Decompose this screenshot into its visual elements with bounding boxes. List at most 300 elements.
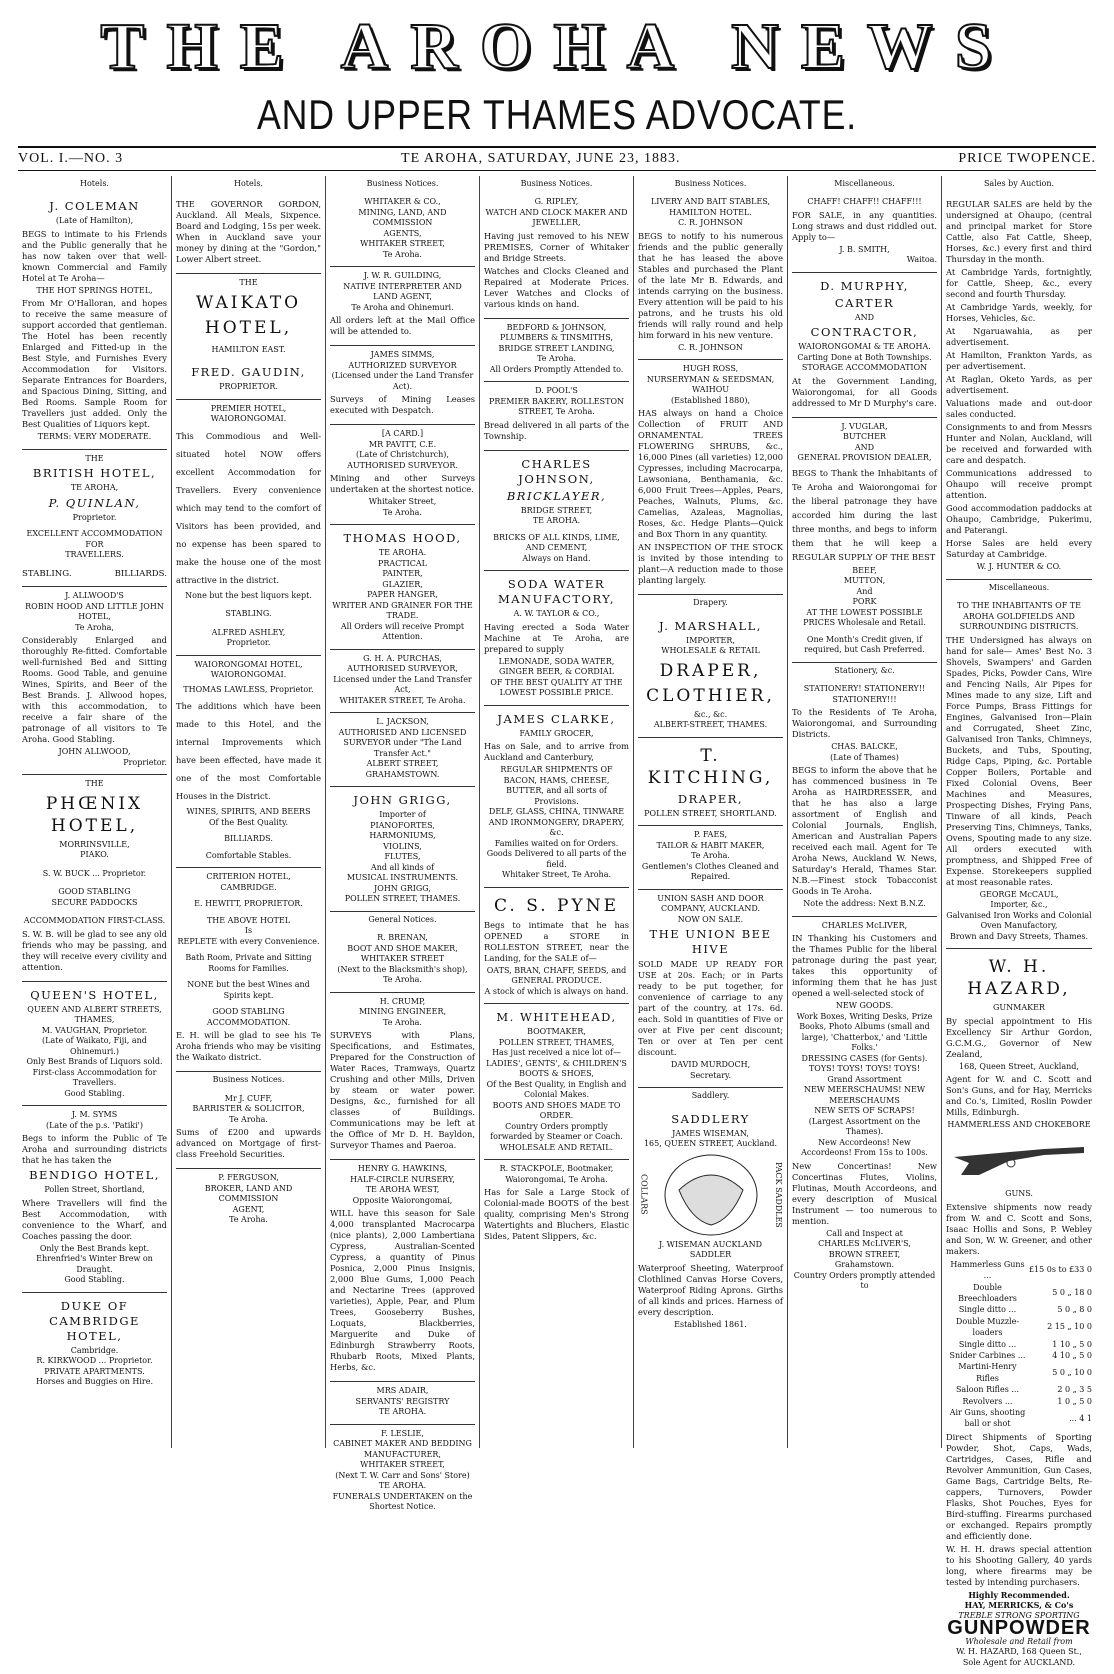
ad-body: BEGS to Thank the Inhabitants of Te Aroha and Waiorongomai for the liberal patronage they have accorded him during the last three months, and begs to inform them that he will keep a REGULAR SUPPLY OF THE BEST <box>792 467 937 562</box>
ad-line: CABINET MAKER AND BEDDING MANUFACTURER, <box>333 1439 472 1459</box>
ad-line: THE ABOVE HOTEL <box>206 915 291 925</box>
ad-line: FOR <box>85 539 104 549</box>
ad-pool-bakery <box>484 382 629 451</box>
ad-line: Importer, &c., <box>990 900 1048 910</box>
price-item: Revolvers ... <box>962 1396 1013 1406</box>
ad-name: PHŒNIX HOTEL, <box>45 793 144 836</box>
ad-line: CARTER <box>834 295 895 310</box>
price-row <box>946 1361 1092 1384</box>
column-3 <box>326 176 480 1512</box>
ad-faes <box>638 826 783 890</box>
ad-duke-of-cambridge <box>22 1293 167 1394</box>
ad-line: Carting Done at Both Townships. <box>797 352 932 362</box>
ad-line: Waitoa. <box>906 255 937 265</box>
ad-body: To the Residents of Te Aroha, Waiorongomai, and Surrounding Districts. <box>792 707 937 740</box>
ad-line: Work Boxes, Writing Desks, Prize Books, Photo Albums (small and large), 'Chatterbox,' and 'Little Folks.' <box>796 1011 933 1053</box>
ad-line: PORK <box>852 597 877 607</box>
ad-line: STABLING. <box>225 609 272 619</box>
section-heading: Hotels. <box>234 179 263 188</box>
ad-body: E. H. will be glad to see his Te Aroha friends who may be visiting the Waikato district. <box>176 1030 321 1063</box>
ad-name: STATIONERY! STATIONERY!! STATIONERY!!! <box>803 684 926 704</box>
ad-name: R. STACKPOLE, Bootmaker, Waiorongomai, Te Aroha. <box>499 1164 614 1184</box>
price-value: £15 0s to £33 0 <box>1028 1265 1092 1275</box>
ad-line: LEMONADE, SODA WATER, GINGER BEER, & CORDIAL <box>498 656 615 677</box>
ad-line: POLLEN STREET, THAMES. <box>344 894 461 904</box>
ad-murphy <box>792 273 937 418</box>
ad-name: CHARLES McLIVER, <box>821 920 908 930</box>
ad-name: L. JACKSON, <box>376 717 429 727</box>
ad-body: Good accommodation paddocks at Ohaupo, Cambridge, Pukerimu, and Paterangi. <box>946 503 1092 536</box>
ad-line: THE <box>239 278 258 288</box>
ad-line: GEORGE McCAUL, <box>979 889 1059 899</box>
section-heading: General Notices. <box>368 914 437 924</box>
issue-date: TE AROHA, SATURDAY, JUNE 23, 1883. <box>401 151 681 166</box>
ad-line: BUTCHER <box>843 432 886 442</box>
ad-line: A stock of which is always on hand. <box>484 986 629 996</box>
ad-line: Sole Agent for AUCKLAND. <box>962 1657 1076 1667</box>
price-row <box>946 1339 1092 1350</box>
ad-governor-gordon <box>176 193 321 274</box>
ad-body: Agent for W. and C. Scott and Son's Guns, and for Hay, Merricks and Co.'s, Limited, Roslin Powder Mills, Edinburgh. <box>946 1074 1092 1118</box>
ad-body: Where Travellers will find the Best Accommodation, with convenience to the Wharf, and Coaches passing the door. <box>22 1197 167 1241</box>
ad-line: DRAPER, <box>677 791 744 806</box>
price-row <box>946 1407 1092 1430</box>
ad-john-grigg <box>330 787 475 912</box>
price-row <box>946 1384 1092 1395</box>
ad-british-hotel <box>22 450 167 587</box>
ad-name: TO THE INHABITANTS OF TE AROHA GOLDFIELDS AND SURROUNDING DISTRICTS. <box>957 601 1081 632</box>
ad-line: R. KIRKWOOD ... Proprietor. <box>36 1356 153 1366</box>
ad-line: NEW MEERSCHAUMS! NEW MEERSCHAUMS <box>803 1085 926 1105</box>
ad-line: Te Aroha. <box>691 851 730 861</box>
ad-line: Te Aroha. <box>383 249 422 259</box>
ad-line: THOMAS LAWLESS, Proprietor. <box>183 684 314 694</box>
ad-name: JOHN GRIGG, <box>353 793 452 808</box>
ad-line: First-class Accommodation for Travellers. <box>32 1067 157 1088</box>
ad-body: Communications addressed to Ohaupo will receive prompt attention. <box>946 468 1092 501</box>
ad-line: Good Stabling. <box>64 1275 125 1285</box>
ad-line: Call and Inspect at <box>826 1228 903 1238</box>
ad-line: BOOTS AND SHOES MADE TO ORDER. <box>492 1100 621 1121</box>
ad-body: Mining and other Surveys undertaken at the shortest notice. <box>330 473 475 495</box>
ad-whitehead <box>484 1004 629 1160</box>
ad-name: F. LESLIE, <box>381 1428 424 1438</box>
ad-name: QUEEN'S HOTEL, <box>30 987 159 1002</box>
ad-name: W. H. HAZARD, <box>967 957 1071 1000</box>
ad-body: Has for Sale a Large Stock of Colonial-made BOOTS of the best quality, comprising Men's Strong Watertights and Bluchers, Elastic Sides, Patent Slippers, &c. <box>484 1187 629 1242</box>
ad-body: New Concertinas! New Concertinas Flutes, Violins, Flutinas, Mouth Accordeons, and every description of Musical Instrument — too numerous to mention. <box>792 1160 937 1226</box>
ad-mcliver <box>792 917 937 1298</box>
ad-line: Comfortable Stables. <box>205 850 292 860</box>
ad-line: Always on Hand. <box>522 553 591 563</box>
price-item: Single ditto ... <box>958 1339 1017 1349</box>
ad-livery-stables <box>638 193 783 360</box>
ad-line: Of the Best Quality. <box>209 817 288 827</box>
ad-line: AGENT, <box>232 1204 265 1214</box>
ad-guilding <box>330 267 475 346</box>
ad-line: THE HOT SPRINGS HOTEL, <box>36 285 153 295</box>
ad-line: MINING ENGINEER, <box>358 1007 447 1017</box>
ad-line: Te Aroha, <box>75 622 114 632</box>
ad-james-clarke <box>484 706 629 888</box>
ad-line: TOYS! TOYS! TOYS! TOYS! <box>808 1064 921 1074</box>
ad-crump <box>330 993 475 1161</box>
ad-line: Proprietor. <box>123 757 167 767</box>
ad-line: Is <box>244 926 253 936</box>
ad-line: Country Orders promptly forwarded by Steamer or Coach. <box>490 1121 623 1142</box>
ad-line: BROKER, LAND AND COMMISSION <box>204 1183 293 1204</box>
ad-name: T. KITCHING, <box>647 745 774 788</box>
ad-line: DELF, GLASS, CHINA, TINWARE AND IRONMONGERY, DRAPERY, &c. <box>488 807 625 838</box>
ad-line: TE AROHA. <box>378 1407 427 1417</box>
ad-brenan <box>330 929 475 993</box>
newspaper-subtitle: AND UPPER THAMES ADVOCATE. <box>256 91 858 138</box>
ad-name: JAMES CLARKE, <box>497 711 616 726</box>
ad-line: (Late of Christchurch), <box>356 450 449 460</box>
ad-simms <box>330 346 475 425</box>
ad-line: BRIDGE STREET, <box>520 505 593 515</box>
ad-name: J. W. R. GUILDING, <box>363 271 442 281</box>
ad-line: FLUTES, <box>384 852 421 862</box>
ad-line: (Next T. W. Carr and Sons' Store) <box>335 1470 470 1480</box>
ad-hugh-ross <box>638 360 783 595</box>
ad-name: Mr J. CUFF, <box>224 1093 273 1103</box>
ad-balcke <box>792 680 937 917</box>
ad-line: (Licensed under the Land Transfer Act). <box>331 371 474 391</box>
ad-line: PACK SADDLES <box>774 1161 783 1228</box>
ad-line: SERVANTS' REGISTRY <box>355 1396 450 1406</box>
ad-line: JOHN ALLWOOD, <box>58 747 131 757</box>
price-value: 5 0 „ 8 0 <box>1057 1305 1092 1315</box>
ad-line: COLLARS <box>639 1174 649 1216</box>
ad-line: PROPRIETOR. <box>219 382 278 392</box>
ad-line: Cambridge. <box>70 1345 119 1355</box>
ad-line: THE UNION BEE HIVE <box>649 927 772 957</box>
ad-name: WAIKATO <box>195 292 302 313</box>
ad-body: W. H. H. draws special attention to his Shooting Gallery, 40 yards long, where firearms may be tested by intending purchasers. <box>946 1543 1092 1587</box>
ad-body: This Commodious and Well-situated hotel NOW offers excellent Accommodation for Travellers. Every convenience which may tend to the comfort of Visitors has been provided, and no expense has been spared to make the house one of the most attractive in the district. <box>176 430 321 585</box>
ad-name: BENDIGO HOTEL, <box>29 1168 160 1183</box>
ad-line: TREBLE STRONG SPORTING <box>958 1610 1080 1620</box>
ad-line: Highly Recommended. <box>968 1589 1070 1600</box>
column-1 <box>18 176 172 1448</box>
ad-line: (Late of the p.s. 'Patiki') <box>45 1120 143 1130</box>
ad-body: THE GOVERNOR GORDON, Auckland. All Meals, Sixpence. Board and Lodging, 15s per week. When in Auckland save your money by dining at the "Gordon," Lower Albert street. <box>176 199 321 265</box>
ad-line: P. QUINLAN, <box>48 495 141 510</box>
ad-thomas-hood <box>330 525 475 650</box>
ad-body: Waterproof Sheeting, Waterproof Clothlined Canvas Horse Covers, Waterproof Riding Aprons. Girths of all kinds and prices. Harness of every description. <box>638 1262 783 1317</box>
ad-line: CONTRACTOR, <box>810 325 919 340</box>
ad-line: AGENTS, <box>383 228 422 238</box>
ad-line: A. W. TAYLOR & CO., <box>513 609 600 619</box>
ad-line: CHAS. BALCKE, <box>831 742 898 752</box>
ad-line: HARMONIUMS, <box>369 831 436 841</box>
ad-line: Pollen Street, Shortland, <box>44 1185 145 1195</box>
ad-bedford-johnson <box>484 319 629 383</box>
ad-body: At the Government Landing, Waiorongomai, for all Goods addressed to Mr D Murphy's care. <box>792 375 937 408</box>
ad-chaff <box>792 193 937 273</box>
ad-line: (Late of Hamilton), <box>55 216 134 226</box>
ad-line: Brown and Davy Streets, Thames. <box>949 931 1089 941</box>
ad-line: (Late of Thames) <box>830 752 899 762</box>
ad-line: PRACTICAL <box>377 558 427 568</box>
ad-criterion-hotel <box>176 868 321 1072</box>
ad-line: WHITAKER STREET, Te Aroha. <box>339 695 466 705</box>
ad-line: Bath Room, Private and Sitting Rooms for Families. <box>185 953 312 973</box>
ad-body: Begs to intimate that he has OPENED a STORE in ROLLESTON STREET, near the Landing, for the SALE of— <box>484 919 629 963</box>
ad-waikato-hotel <box>176 274 321 400</box>
ad-line: TRAVELLERS. <box>65 550 124 560</box>
ad-line: Proprietor. <box>72 512 117 522</box>
ad-line: Grand Assortment <box>827 1074 902 1084</box>
ad-line: Galvanised Iron Works and Colonial Oven Manufactory, <box>946 910 1092 931</box>
ad-leslie <box>330 1425 475 1519</box>
ad-line: C. R. JOHNSON <box>678 218 743 228</box>
ad-body: Consignments to and from Messrs Hunter and Nolan, Auckland, will be received and forwarded with care and despatch. <box>946 422 1092 466</box>
ad-cuff <box>176 1090 321 1170</box>
ad-line: BROWN STREET, <box>828 1249 901 1259</box>
ad-name: J. VUGLAR, <box>841 421 888 431</box>
ad-line: Proprietor. <box>226 638 271 648</box>
ad-line: STABLING. <box>22 568 72 579</box>
ad-body: At Cambridge Yards, fortnightly, for Cattle, Sheep, &c., every second and fourth Thursday. <box>946 267 1092 300</box>
ad-line: Te Aroha. <box>383 975 422 985</box>
ad-body: Considerably Enlarged and thoroughly Re-fitted. Comfortable well-furnished Bed and Sitting Rooms. Good Table, and genuine Wines, Spirits, and Beer of the Best Brands. J. Allwood hopes, with this accommodation, to receive a fair share of the patronage of all visitors to Te Aroha. Good Stabling. <box>22 635 167 745</box>
ad-line: BILLIARDS. <box>224 834 273 844</box>
gun-icon <box>949 1135 1089 1181</box>
ad-line: Opposite Waiorongomai, <box>352 1195 453 1205</box>
ad-queens-hotel <box>22 982 167 1107</box>
price-value: 4 10 „ 5 0 <box>1052 1350 1092 1360</box>
ad-line: NONE but the best Wines and Spirits kept. <box>187 980 310 1000</box>
ad-line: All Orders will receive Prompt Attention. <box>340 621 465 642</box>
ad-line: STORAGE ACCOMMODATION <box>801 363 928 373</box>
ad-pyne <box>484 888 629 1005</box>
ad-hawkins <box>330 1160 475 1382</box>
ad-line: J. M. SYMS <box>71 1110 118 1120</box>
section-heading: Business Notices. <box>212 1075 285 1085</box>
ad-line: Te Aroha. <box>383 507 422 517</box>
ad-line: J. ALLWOOD'S <box>65 591 124 601</box>
ad-line: CHARLES McLIVER'S, <box>818 1239 911 1249</box>
ad-name: J. COLEMAN <box>49 199 140 214</box>
ad-line: J. WISEMAN AUCKLAND SADDLER <box>658 1239 762 1260</box>
section-heading: Sales by Auction. <box>983 179 1055 188</box>
ad-name: R. BRENAN, <box>377 933 428 943</box>
ad-line: Importer of <box>379 810 426 820</box>
price-item: Double Muzzle-loaders <box>955 1316 1020 1338</box>
ad-body: Sums of £200 and upwards advanced on Mortgage of first-class Freehold Securities. <box>176 1127 321 1160</box>
ad-line: GOOD STABLING ACCOMMODATION. <box>206 1007 291 1027</box>
ad-name: THOMAS HOOD, <box>343 531 462 546</box>
ad-line: NEW GOODS. <box>835 1001 894 1011</box>
ad-body: S. W. B. will be glad to see any old friends who may be passing, and they will receive every civility and attention. <box>22 928 167 972</box>
ad-line: Established 1861. <box>674 1319 747 1329</box>
ad-line: DRESSING CASES (for Gents). <box>801 1053 928 1063</box>
ad-body: Has on Sale, and to arrive from Auckland and Canterbury, <box>484 741 629 763</box>
ad-body: THE Undersigned has always on hand for sale— Ames' Best No. 3 Shovels, Swampers' and Garden Spades, Picks, Powder Cans, Wire and Fencing Nails, Air Pipes for Mines made to any size, Lift and Force Pumps, Brass Fittings for Engines, Galvanised Iron—Plain and Corrugated, Sheet Zinc, Galvanised Iron Tanks, Chimneys, Buckets, and Tubs, Spouting, Ridge Caps, Piping, &c. Portable Copper Boilers, Portable and Fixed Colonial Ovens, Beer Machines and Measures, Prospecting Dishes, Frying Pans, Tinware of all kinds, Peach Preserving Tins, Chimneys, Tanks, Ovens, Spouting made to any size. All orders executed with promptness, and Shipped Free of Expense. Storekeepers supplied at most reasonable rates. <box>946 634 1092 887</box>
saddle-illustration <box>638 1150 783 1240</box>
ad-body: All orders left at the Mail Office will be attended to. <box>330 315 475 337</box>
ad-line: WRITER AND GRAINER FOR THE TRADE. <box>332 600 473 621</box>
ad-line: WATCH AND CLOCK MAKER AND JEWELLER, <box>485 207 628 228</box>
ad-body: WILL have this season for Sale 4,000 transplanted Macrocarpa (nice plants), 2,000 Lambertiana Cypress, Australian-Scented Cypress, a quantity of Pinus Posnica, 2,000 Pinus Insignis, 2,000 Blue Gums, 1,000 Peach and Nectarine Trees (approved varieties), Apple, Pear, and Plum Trees, Gooseberry Bushes, Loquats, Blackberries, Marguerite and Duke of Edinburgh Strawberry Roots, Rhubarb Roots, Mixed Plants, Herbs, &c. <box>330 1208 475 1373</box>
ad-line: 165, QUEEN STREET, Auckland. <box>643 1139 778 1149</box>
ad-line: PLUMBERS & TINSMITHS, <box>500 333 613 343</box>
ad-hunter-sales <box>946 193 1092 580</box>
ad-line: BARRISTER & SOLICITOR, <box>192 1104 305 1114</box>
price-row <box>946 1396 1092 1407</box>
ad-pavitt <box>330 425 475 525</box>
ad-line: (Next to the Blacksmith's shop), <box>337 964 468 974</box>
ad-line: AND <box>854 442 875 452</box>
section-heading: Miscellaneous. <box>834 179 895 188</box>
ad-line: WHITAKER STREET, <box>360 239 445 249</box>
ad-line: Grahamstown. <box>834 1260 895 1270</box>
ad-name: P. FAES, <box>693 830 728 840</box>
ad-line: IMPORTER, <box>686 635 735 645</box>
ad-body: Bread delivered in all parts of the Township. <box>484 419 629 441</box>
ad-line: HAMILTON EAST. <box>211 344 286 354</box>
price-value: 5 0 „ 18 0 <box>1052 1288 1092 1298</box>
ad-body: At Ngaruawahia, as per advertisement. <box>946 326 1092 348</box>
ad-line: BRICKS OF ALL KINDS, LIME, AND CEMENT, <box>493 532 620 553</box>
ad-line: Te Aroha and Ohinemuri. <box>351 302 454 312</box>
ad-line: Only Best Brands of Liquors sold. <box>26 1057 163 1067</box>
volume-number: VOL. I.—NO. 3 <box>18 151 124 166</box>
ad-body: Watches and Clocks Cleaned and Repaired at Moderate Prices. Lever Watches and Clocks of various kinds on hand. <box>484 265 629 309</box>
price-value: 5 0 „ 10 0 <box>1052 1368 1092 1378</box>
ad-line: AUTHORISED AND LICENSED SURVEYOR under "The Land Transfer Act." <box>338 727 467 758</box>
ad-body: The additions which have been made to this Hotel, and the internal Improvements which have been effected, have made it one of the most Comfortable Houses in the District. <box>176 701 321 802</box>
ad-body: REGULAR SALES are held by the undersigned at Ohaupo, (central and principal market for Store Cattle, also Fat Cattle, Sheep, Horses, &c.) every first and third Thursday in the month. <box>946 199 1092 265</box>
ad-line: TERMS: VERY MODERATE. <box>37 432 152 442</box>
ad-name: HUGH ROSS, <box>682 364 739 374</box>
ad-line: PIANOFORTES, <box>370 820 435 830</box>
gun-price-table <box>946 1259 1092 1430</box>
ad-body: At Raglan, Oketo Yards, as per advertisement. <box>946 374 1092 396</box>
ad-line: W. J. HUNTER & CO. <box>976 562 1062 572</box>
ad-phoenix <box>22 775 167 982</box>
ad-line: Te Aroha. <box>229 1215 268 1225</box>
ad-line: Te Aroha. <box>229 1114 268 1124</box>
ad-line: WINES, SPIRITS, AND BEERS <box>186 807 311 817</box>
gunpowder-heading: GUNPOWDER <box>947 1617 1091 1640</box>
ad-name: HOTEL, <box>204 317 293 338</box>
ad-line: New Accordeons! New Accordeons! From 15s to 100s. <box>801 1137 928 1158</box>
ad-line: Has just received a nice lot of— <box>492 1048 621 1058</box>
ad-line: TAILOR & HABIT MAKER, <box>656 840 765 850</box>
ad-line: BILLIARDS. <box>114 568 167 579</box>
ad-line: TE AROHA WEST, <box>365 1185 440 1195</box>
ad-body: Having erected a Soda Water Machine at Te Aroha, are prepared to supply <box>484 621 629 654</box>
ad-line: ACCOMMODATION FIRST-CLASS. <box>23 916 166 926</box>
ad-line: ALFRED ASHLEY, <box>211 627 286 637</box>
ad-coleman <box>22 193 167 450</box>
price-item: Air Guns, shooting ball or shot <box>949 1408 1026 1429</box>
ad-ferguson <box>176 1169 321 1232</box>
ad-name: BRITISH HOTEL, <box>32 466 157 481</box>
ad-line: (Established 1880), <box>671 395 750 405</box>
ad-line: (Largest Assortment on the Thames). <box>808 1116 921 1137</box>
ad-line: DRAPER, <box>659 660 762 681</box>
ad-line: All Orders Promptly Attended to. <box>489 364 624 374</box>
ad-mccaul <box>946 597 1092 949</box>
ad-line: Whitaker Street, <box>368 497 437 507</box>
ad-body: From Mr O'Halloran, and hopes to receive the same measure of support accorded that gentleman. The Hotel has been recently Enlarged and Fitted-up in the Best Style, and Furnishes Every Accommodation for Visitors. Separate Entrances for Boarders, and Spacious Dining, Sitting, and Bed Rooms. Sample Room for Travellers just added. Only the Best Qualities of Liquors kept. <box>22 298 167 430</box>
ad-line: OF THE BEST QUALITY AT THE LOWEST POSSIBLE PRICE. <box>490 677 623 698</box>
ad-body: Valuations made and out-door sales conducted. <box>946 398 1092 420</box>
ad-line: E. HEWITT, PROPRIETOR. <box>194 899 303 909</box>
ad-name: CHARLES JOHNSON, <box>518 456 595 486</box>
ad-line: FAMILY GROCER, <box>519 728 594 738</box>
ad-name: CHAFF! CHAFF!! CHAFF!!! <box>807 197 922 207</box>
ad-soda-water <box>484 571 629 706</box>
ad-name: M. WHITEHEAD, <box>496 1010 617 1025</box>
ad-allwood <box>22 587 167 775</box>
ad-line: WHOLESALE & RETAIL <box>661 646 760 656</box>
ad-waiorongomai-hotel <box>176 656 321 869</box>
ad-name: DUKE OF CAMBRIDGE HOTEL, <box>49 1298 140 1343</box>
ad-line: Secretary. <box>689 1070 732 1080</box>
ad-line: S. W. BUCK ... Proprietor. <box>42 868 147 878</box>
ad-line: Gentlemen's Clothes Cleaned and Repaired. <box>641 861 780 882</box>
ad-line: MUSICAL INSTRUMENTS. <box>346 873 459 883</box>
ad-adair <box>330 1382 475 1425</box>
ad-name: C. S. PYNE <box>493 895 619 916</box>
ad-name: WAIORONGOMAI HOTEL, WAIORONGOMAI. <box>194 659 303 680</box>
price-item: Martini-Henry Rifles <box>958 1362 1017 1383</box>
ad-line: Te Aroha. <box>383 1017 422 1027</box>
ad-name: BEDFORD & JOHNSON, <box>506 322 607 332</box>
ad-line: QUEEN AND ALBERT STREETS, <box>27 1004 162 1014</box>
ad-body: HAS always on hand a Choice Collection of FRUIT AND ORNAMENTAL TREES FLOWERING SHRUBS, &c., 16,000 Pines (all varieties) 12,000 Cypresses, including Macrocarpa, Lawsoniana, Benthamania, &c. 6,000 Fruit Trees—Apples, Pears, Peaches, Walnuts, Plums, &c. Camelias, Azaleas, Magnolias, Roses, &c. Hedge Plants—Quick and Box Thorn in any quantity. <box>638 408 783 540</box>
ad-line: ALBERT STREET, GRAHAMSTOWN. <box>365 759 440 779</box>
price-item: Hammerless Guns ... <box>950 1259 1025 1281</box>
ad-line: W. H. HAZARD, 168 Queen St., <box>956 1647 1082 1657</box>
ad-line: Country Orders promptly attended to <box>793 1270 936 1291</box>
ad-body: SOLD MADE UP READY FOR USE at 20s. Each; or in Parts ready to be put together, for convenience of carriage to any part of the country, at 17s. 6d. each. Sold in quantities of Five or over at Five per cent discount; Ten or over at Ten per cent discount. <box>638 959 783 1058</box>
column-4 <box>480 176 634 1448</box>
ad-line: WHITAKER STREET <box>360 954 445 964</box>
ad-line: None but the best liquors kept. <box>185 590 312 600</box>
ad-line: NURSERYMAN & SEEDSMAN, WAIHOU <box>646 374 775 395</box>
ad-line: TE AROHA. <box>378 548 427 558</box>
ad-line: Good Stabling. <box>64 1088 125 1098</box>
ad-line: GUNS. <box>1005 1189 1033 1199</box>
ad-name: HENRY G. HAWKINS, <box>357 1164 448 1174</box>
ad-line: PAPER HANGER, <box>367 590 438 600</box>
ad-body: Surveys of Mining Leases executed with Despatch. <box>330 394 475 416</box>
ad-premier-hotel <box>176 400 321 656</box>
price-item: Single ditto ... <box>958 1305 1017 1315</box>
ad-line: BRIDGE STREET LANDING, <box>498 343 615 353</box>
ad-name: ROBIN HOOD AND LITTLE JOHN HOTEL, <box>25 601 164 622</box>
ad-line: J. B. SMITH, <box>839 244 890 254</box>
section-heading: Business Notices. <box>520 179 593 188</box>
ad-jackson <box>330 713 475 787</box>
ad-body: Horse Sales are held every Saturday at Cambridge. <box>946 538 1092 560</box>
ad-bendigo <box>22 1106 167 1293</box>
price-value: 2 15 „ 10 0 <box>1047 1322 1092 1332</box>
section-heading: Stationery, &c. <box>834 665 895 675</box>
ad-line: Only the Best Brands kept. <box>39 1243 150 1253</box>
masthead <box>0 0 1114 150</box>
ad-line: JAMES WISEMAN, <box>672 1128 749 1138</box>
ad-line: BOOT AND SHOE MAKER, <box>347 943 458 953</box>
ad-body: Direct Shipments of Sporting Powder, Shot, Caps, Wads, Cartridges, Cases, Rifle and Revolver Ammunition, Gun Cases, Game Bags, Cartridge Belts, Re-cappers, Turnovers, Powder Flasks, Shot Pouches, Eyes for Bird-stuffing. Firearms purchased or exchanged. Repairs promptly and efficiently done. <box>946 1431 1092 1541</box>
ad-marshall <box>638 613 783 738</box>
